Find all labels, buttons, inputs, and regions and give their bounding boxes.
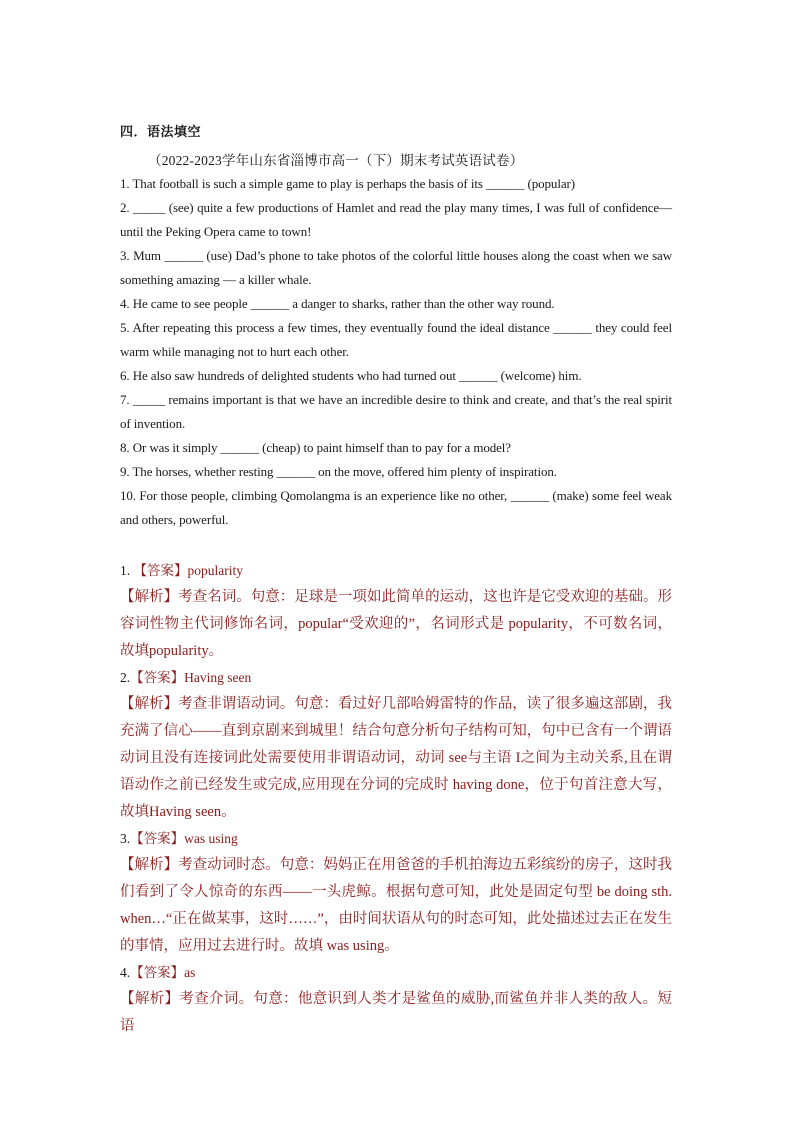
answer-number: 3. <box>120 831 131 846</box>
answer-text: 【答案】as <box>130 965 196 980</box>
question-item: 1. That football is such a simple game to play is perhaps the basis of its ______ (popular) <box>120 176 575 191</box>
answer-heading <box>120 558 672 584</box>
answer-section <box>120 558 672 1040</box>
answer-heading <box>120 826 672 852</box>
answer-text: 【答案】popularity <box>133 563 243 578</box>
answer-text: 【答案】was using <box>130 831 238 846</box>
answer-number: 2. <box>120 670 131 685</box>
answer-analysis: 【解析】考查非谓语动词。句意：看过好几部哈姆雷特的作品，读了很多遍这部剧，我充满了信心——直到京剧来到城里！结合句意分析句子结构可知，句中已含有一个谓语动词且没有连接词此处需要使用非谓语动词，动词 see与主语 I之间为主动关系,且在谓语动作之前已经发生或完成,应用现在分词的完成时 having done，位于句首注意大写，故填Having seen。 <box>120 696 672 820</box>
exam-source: （2022-2023学年山东省淄博市高一（下）期末考试英语试卷） <box>148 153 524 168</box>
answer-number: 4. <box>120 965 131 980</box>
question-item: 5. After repeating this process a few times, they eventually found the ideal distance ______ they could feel warm while managing not to hurt each other. <box>120 320 672 359</box>
answer-heading <box>120 665 672 691</box>
question-item: 7. _____ remains important is that we have an incredible desire to think and create, and that’s the real spirit of invention. <box>120 392 672 431</box>
question-item: 10. For those people, climbing Qomolangma is an experience like no other, ______ (make) some feel weak and others, powerful. <box>120 488 672 527</box>
question-item: 3. Mum ______ (use) Dad’s phone to take photos of the colorful little houses along the coast when we saw something amazing — a killer whale. <box>120 248 672 287</box>
answer-text: 【答案】Having seen <box>130 670 252 685</box>
question-item: 8. Or was it simply ______ (cheap) to paint himself than to pay for a model? <box>120 440 511 455</box>
question-item: 4. He came to see people ______ a danger to sharks, rather than the other way round. <box>120 296 555 311</box>
question-list <box>120 172 672 532</box>
answer-analysis: 【解析】考查名词。句意：足球是一项如此简单的运动，这也许是它受欢迎的基础。形容词性物主代词修饰名词，popular“受欢迎的”，名词形式是 popularity，不可数名词，故填popularity。 <box>120 589 672 659</box>
answer-analysis: 【解析】考查动词时态。句意：妈妈正在用爸爸的手机拍海边五彩缤纷的房子，这时我们看到了令人惊奇的东西——一头虎鲸。根据句意可知，此处是固定句型 be doing sth. when…“正在做某事，这时……”，由时间状语从句的时态可知，此处描述过去正在发生的事情，应用过去进行时。故填 was using。 <box>120 857 672 954</box>
answer-analysis: 【解析】考查介词。句意：他意识到人类才是鲨鱼的威胁,而鲨鱼并非人类的敌人。短语 <box>120 991 672 1034</box>
section-title: 四．语法填空 <box>120 125 202 140</box>
question-item: 6. He also saw hundreds of delighted students who had turned out ______ (welcome) him. <box>120 368 582 383</box>
question-item: 2. _____ (see) quite a few productions of Hamlet and read the play many times, I was full of confidence— until the Peking Opera came to town! <box>120 200 672 239</box>
question-item: 9. The horses, whether resting ______ on the move, offered him plenty of inspiration. <box>120 464 557 479</box>
answer-heading <box>120 960 672 986</box>
answer-number: 1. <box>120 563 131 578</box>
